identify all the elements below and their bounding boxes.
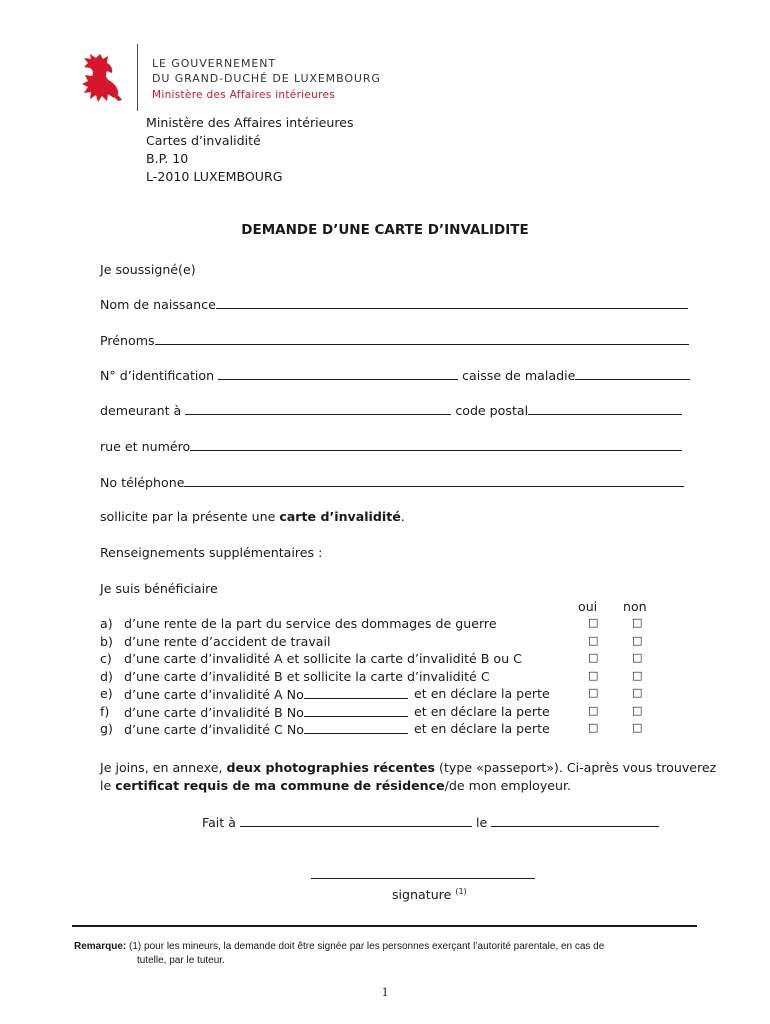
health-insurance-label: caisse de maladie [462, 368, 576, 383]
footer-divider [72, 925, 697, 927]
option-suffix: et en déclare la perte [414, 703, 550, 719]
column-header-oui: oui [578, 599, 598, 614]
government-name-line1: LE GOUVERNEMENT [152, 57, 276, 70]
header-divider [137, 44, 138, 111]
date-label: le [476, 815, 488, 830]
option-text-wrap [124, 686, 408, 702]
option-letter: c) [100, 651, 112, 666]
request-text-bold: carte d’invalidité [279, 509, 401, 524]
attachments-line2 [100, 777, 571, 795]
signature-label-wrap [392, 884, 467, 903]
option-letter: a) [100, 616, 113, 631]
option-text: d’une carte d’invalidité C No [124, 722, 304, 737]
additional-info-label: Renseignements supplémentaires : [100, 545, 323, 560]
checkbox-non[interactable]: □ [632, 703, 643, 717]
place-field[interactable] [240, 814, 472, 827]
postal-code-label: code postal [455, 403, 529, 418]
option-letter: e) [100, 686, 113, 701]
document-title: DEMANDE D’UNE CARTE D’INVALIDITE [241, 222, 529, 238]
attachments-bold: deux photographies récentes [226, 760, 436, 775]
checkbox-non[interactable]: □ [632, 721, 643, 734]
postal-code-field[interactable] [528, 402, 682, 415]
street-label: rue et numéro [100, 439, 191, 454]
soussigne-label: Je soussigné(e) [100, 262, 196, 277]
checkbox-oui[interactable]: □ [588, 651, 599, 664]
option-text: d’une carte d’invalidité A No [124, 687, 304, 702]
request-text-end: . [400, 509, 405, 524]
residence-field[interactable] [185, 402, 451, 415]
remark-label: Remarque: [74, 941, 127, 952]
remark-text: (1) pour les mineurs, la demande doit être signée par les personnes exerçant l’autorité parentale, en cas de [126, 941, 605, 952]
option-letter: d) [100, 668, 113, 684]
identification-label: N° d’identification [100, 368, 215, 383]
option-text: d’une rente d’accident de travail [124, 633, 331, 649]
first-names-label: Prénoms [100, 333, 155, 348]
government-name-line2: DU GRAND-DUCHÉ DE LUXEMBOURG [152, 72, 381, 85]
checkbox-oui[interactable]: □ [588, 721, 599, 734]
ministry-name-red: Ministère des Affaires intérieures [152, 89, 336, 101]
request-text: sollicite par la présente une [100, 509, 280, 524]
beneficiary-label: Je suis bénéficiaire [100, 581, 218, 596]
checkbox-oui[interactable]: □ [588, 633, 599, 647]
option-text: d’une carte d’invalidité B et sollicite la carte d’invalidité C [124, 668, 490, 684]
remark [74, 940, 694, 968]
column-header-non: non [623, 599, 647, 614]
option-letter: g) [100, 721, 113, 736]
option-text-wrap [124, 721, 408, 737]
identification-field[interactable] [218, 367, 458, 380]
signature-footnote-ref: (1) [455, 887, 467, 896]
birth-name-row [100, 296, 688, 313]
attachments-text: Je joins, en annexe, [100, 760, 227, 775]
checkbox-non[interactable]: □ [632, 668, 643, 682]
identification-row [100, 367, 690, 384]
checkbox-oui[interactable]: □ [588, 668, 599, 682]
request-sentence [100, 509, 405, 525]
attachments-text: (type «passeport»). Ci-après vous trouverez [435, 760, 717, 775]
place-label: Fait à [202, 815, 236, 830]
address-line3: B.P. 10 [146, 151, 189, 166]
attachments-line1 [100, 759, 716, 777]
address-line4: L-2010 LUXEMBOURG [146, 169, 283, 184]
card-number-field[interactable] [304, 686, 408, 699]
card-number-field[interactable] [304, 721, 408, 734]
option-text-wrap [124, 704, 408, 720]
option-text: d’une carte d’invalidité B No [124, 704, 304, 720]
page-number: 1 [381, 984, 389, 999]
attachments-text: /de mon employeur. [444, 778, 572, 793]
options-list [100, 616, 700, 746]
checkbox-oui[interactable]: □ [588, 703, 599, 717]
phone-label: No téléphone [100, 475, 185, 490]
phone-field[interactable] [184, 474, 684, 487]
option-suffix: et en déclare la perte [414, 721, 550, 736]
checkbox-non[interactable]: □ [632, 616, 643, 629]
residence-row [100, 402, 682, 419]
remark-text-cont: tutelle, par le tuteur. [137, 955, 225, 966]
birth-name-field[interactable] [216, 296, 688, 309]
first-names-row [100, 332, 689, 349]
health-insurance-field[interactable] [575, 367, 690, 380]
first-names-field[interactable] [155, 332, 689, 345]
option-letter: b) [100, 633, 113, 649]
signature-line[interactable] [311, 878, 535, 879]
phone-row [100, 474, 684, 491]
checkbox-non[interactable]: □ [632, 651, 643, 664]
lion-coat-of-arms-icon [76, 50, 128, 112]
option-text: d’une carte d’invalidité A et sollicite la carte d’invalidité B ou C [124, 651, 522, 666]
checkbox-non[interactable]: □ [632, 686, 643, 699]
street-field[interactable] [190, 438, 682, 451]
address-line1: Ministère des Affaires intérieures [146, 115, 354, 130]
option-suffix: et en déclare la perte [414, 686, 550, 701]
place-date-row [202, 814, 659, 831]
birth-name-label: Nom de naissance [100, 297, 216, 312]
card-number-field[interactable] [304, 704, 408, 717]
checkbox-non[interactable]: □ [632, 633, 643, 647]
option-letter: f) [100, 703, 110, 719]
attachments-bold: certificat requis de ma commune de résidence [115, 778, 445, 793]
street-row [100, 438, 682, 455]
address-line2: Cartes d’invalidité [146, 133, 261, 148]
signature-label: signature [392, 887, 452, 903]
residence-label: demeurant à [100, 403, 182, 418]
checkbox-oui[interactable]: □ [588, 686, 599, 699]
attachments-text: le [100, 778, 116, 793]
date-field[interactable] [491, 814, 659, 827]
option-text: d’une rente de la part du service des dommages de guerre [124, 616, 497, 631]
checkbox-oui[interactable]: □ [588, 616, 599, 629]
